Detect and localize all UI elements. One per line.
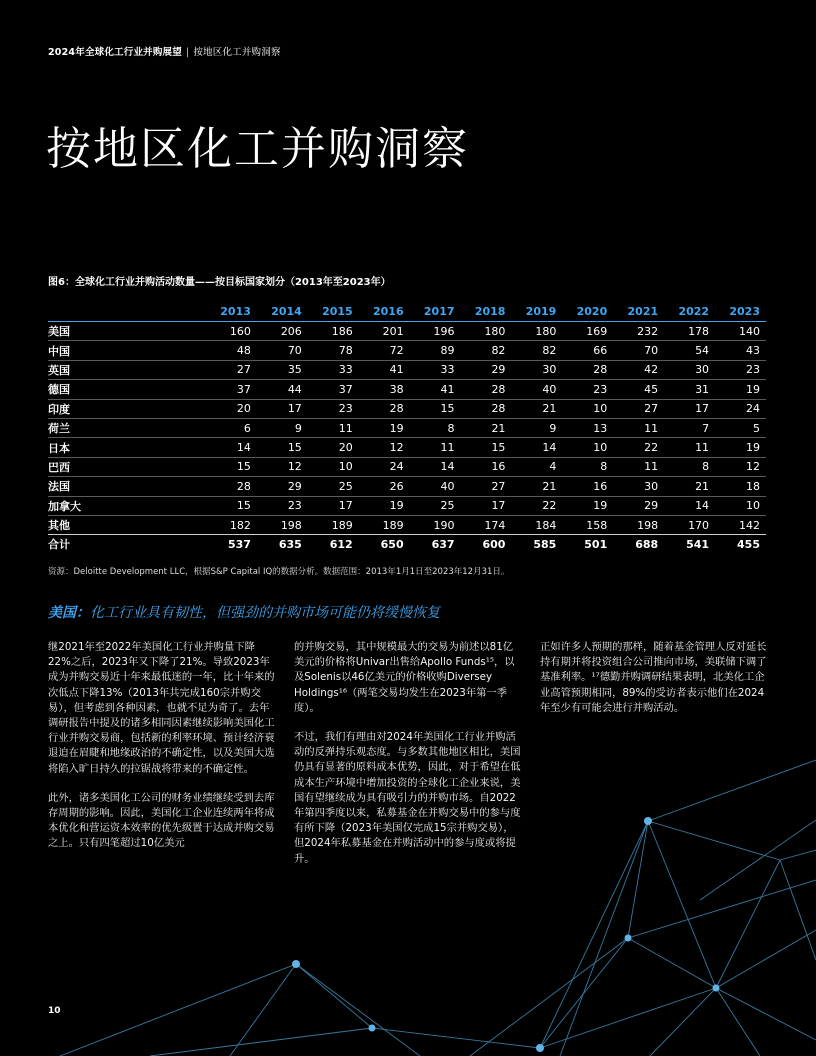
table-cell: 18 [715, 477, 766, 496]
report-title: 2024年全球化工行业并购展望 [48, 47, 182, 58]
table-cell: 28 [461, 399, 512, 418]
table-cell: 600 [482, 537, 506, 551]
table-cell: 70 [257, 341, 308, 360]
table-row [48, 515, 766, 534]
table-cell: 11 [613, 418, 664, 437]
table-cell: 14 [511, 438, 562, 457]
table-cell: 20 [308, 438, 359, 457]
table-cell: 25 [308, 477, 359, 496]
year-header: 2020 [562, 303, 613, 322]
country-label: 荷兰 [48, 418, 206, 437]
body-column-1 [48, 640, 276, 866]
table-cell: 7 [664, 418, 715, 437]
table-cell: 23 [257, 496, 308, 515]
table-cell: 31 [664, 380, 715, 399]
table-cell: 22 [613, 438, 664, 457]
table-cell: 170 [664, 515, 715, 534]
body-column-2 [294, 640, 522, 881]
table-row [48, 322, 766, 341]
country-label: 印度 [48, 399, 206, 418]
paragraph: 正如许多人预期的那样，随着基金管理人反对延长持有期并将投资组合公司推向市场，美联储下调了基准利率。¹⁷德勤并购调研结果表明，北美化工企业高管预期相同，89%的受访者表示他们在2024年至少有可能会进行并购活动。 [540, 641, 767, 714]
table-cell: 30 [613, 477, 664, 496]
table-cell: 184 [511, 515, 562, 534]
table-cell: 688 [635, 537, 659, 551]
table-cell: 82 [461, 341, 512, 360]
table-cell: 33 [308, 360, 359, 379]
table-cell: 82 [511, 341, 562, 360]
year-header: 2017 [410, 303, 461, 322]
table-cell: 23 [562, 380, 613, 399]
table-cell: 28 [359, 399, 410, 418]
table-cell: 37 [308, 380, 359, 399]
table-cell: 178 [664, 322, 715, 341]
table-cell: 28 [461, 380, 512, 399]
table-cell: 186 [308, 322, 359, 341]
table-cell: 10 [308, 457, 359, 476]
table-cell: 17 [308, 496, 359, 515]
table-cell: 28 [206, 477, 257, 496]
table-row [48, 438, 766, 457]
table-cell: 190 [410, 515, 461, 534]
table-cell: 48 [206, 341, 257, 360]
table-cell: 637 [431, 537, 455, 551]
table-cell: 21 [461, 418, 512, 437]
table-cell: 28 [562, 360, 613, 379]
table-cell: 140 [715, 322, 766, 341]
figure-title: 图6：全球化工行业并购活动数量——按目标国家划分（2013年至2023年） [48, 277, 391, 288]
section-subheading [48, 602, 440, 622]
table-row [48, 496, 766, 515]
table-cell: 41 [410, 380, 461, 399]
table-row [48, 399, 766, 418]
table-cell: 182 [206, 515, 257, 534]
table-cell: 19 [715, 438, 766, 457]
country-label: 英国 [48, 360, 206, 379]
table-cell: 17 [257, 399, 308, 418]
table-cell: 158 [562, 515, 613, 534]
table-cell: 189 [359, 515, 410, 534]
year-header: 2014 [257, 303, 308, 322]
country-label: 其他 [48, 515, 206, 534]
table-cell: 78 [308, 341, 359, 360]
table-cell: 14 [410, 457, 461, 476]
subheading-text: 化工行业具有韧性，但强劲的并购市场可能仍将缓慢恢复 [90, 605, 440, 621]
table-body [48, 322, 766, 554]
table-cell: 15 [461, 438, 512, 457]
table-cell: 15 [410, 399, 461, 418]
source-note: 资源：Deloitte Development LLC，根据S&P Capital IQ的数据分析。数据范围：2013年1月1日至2023年12月31日。 [48, 567, 510, 577]
table-cell: 29 [461, 360, 512, 379]
table-cell: 198 [257, 515, 308, 534]
page-number: 10 [48, 1006, 61, 1016]
table-cell: 189 [308, 515, 359, 534]
header-separator: | [185, 47, 190, 58]
table-cell: 174 [461, 515, 512, 534]
table-cell: 612 [329, 537, 353, 551]
table-cell: 537 [227, 537, 251, 551]
header-section: 按地区化工并购洞察 [193, 47, 281, 58]
table-cell: 21 [511, 399, 562, 418]
table-cell: 38 [359, 380, 410, 399]
table-cell: 42 [613, 360, 664, 379]
year-header: 2013 [206, 303, 257, 322]
table-cell: 180 [511, 322, 562, 341]
page-title: 按地区化工并购洞察 [46, 122, 470, 175]
subheading-region: 美国： [48, 605, 90, 621]
table-cell: 35 [257, 360, 308, 379]
country-label: 美国 [48, 322, 206, 341]
table-cell: 27 [461, 477, 512, 496]
table-cell: 20 [206, 399, 257, 418]
year-header: 2016 [359, 303, 410, 322]
running-header [48, 44, 281, 58]
table-cell: 16 [461, 457, 512, 476]
table-cell: 201 [359, 322, 410, 341]
table-cell: 16 [562, 477, 613, 496]
table-cell: 40 [511, 380, 562, 399]
table-cell: 501 [584, 537, 608, 551]
body-column-3 [540, 640, 768, 730]
table-cell: 24 [359, 457, 410, 476]
table-cell: 44 [257, 380, 308, 399]
table-cell: 29 [613, 496, 664, 515]
table-cell: 33 [410, 360, 461, 379]
table-cell: 142 [715, 515, 766, 534]
country-label: 合计 [48, 538, 70, 552]
table-total-row [48, 535, 766, 554]
table-cell: 17 [461, 496, 512, 515]
table-cell: 37 [206, 380, 257, 399]
table-cell: 14 [206, 438, 257, 457]
table-cell: 635 [278, 537, 302, 551]
table-cell: 4 [511, 457, 562, 476]
table-cell: 45 [613, 380, 664, 399]
country-label: 中国 [48, 341, 206, 360]
table-header-row [48, 303, 766, 322]
table-cell: 198 [613, 515, 664, 534]
table-cell: 455 [737, 537, 760, 551]
table-cell: 180 [461, 322, 512, 341]
table-cell: 43 [715, 341, 766, 360]
table-cell: 41 [359, 360, 410, 379]
table-cell: 26 [359, 477, 410, 496]
country-label: 德国 [48, 380, 206, 399]
year-header: 2023 [715, 303, 766, 322]
table-cell: 8 [410, 418, 461, 437]
country-label: 法国 [48, 477, 206, 496]
table-cell: 650 [380, 537, 404, 551]
table-cell: 23 [308, 399, 359, 418]
country-label: 巴西 [48, 457, 206, 476]
table-cell: 206 [257, 322, 308, 341]
table-cell: 24 [715, 399, 766, 418]
table-cell: 72 [359, 341, 410, 360]
table-cell: 196 [410, 322, 461, 341]
table-cell: 8 [562, 457, 613, 476]
table-cell: 23 [715, 360, 766, 379]
paragraph: 继2021年至2022年美国化工行业并购量下降22%之后，2023年又下降了21%。导致2023年成为并购交易近十年来最低迷的一年，比十年来的次低点下降13%（2013年共完成160宗并购交易），但考虑到各种因素，也就不足为奇了。去年调研报告中提及的诸多相同因素继续影响美国化工行业并购交易商，包括新的利率环境、预计经济衰退迫在眉睫和地缘政治的不确定性，以及美国大选将陷入旷日持久的拉锯战将带来的不确定性。 [48, 641, 275, 775]
table-row [48, 418, 766, 437]
table-row [48, 380, 766, 399]
table-cell: 541 [686, 537, 710, 551]
table-cell: 5 [715, 418, 766, 437]
country-label: 加拿大 [48, 496, 206, 515]
table-cell: 11 [410, 438, 461, 457]
table-cell: 19 [359, 418, 410, 437]
table-cell: 19 [359, 496, 410, 515]
table-cell: 27 [613, 399, 664, 418]
table-cell: 21 [511, 477, 562, 496]
table-cell: 10 [562, 399, 613, 418]
table-cell: 66 [562, 341, 613, 360]
table-cell: 89 [410, 341, 461, 360]
paragraph: 不过，我们有理由对2024年美国化工行业并购活动的反弹持乐观态度。与多数其他地区相比，美国仍具有显著的原料成本优势，因此，对于希望在低成本生产环境中增加投资的全球化工企业来说，美国有望继续成为具有吸引力的并购市场。自2022年第四季度以来，私募基金在并购交易中的参与度有所下降（2023年美国仅完成15宗并购交易），但2024年私募基金在并购活动中的参与度或将提升。 [294, 731, 521, 865]
table-cell: 11 [308, 418, 359, 437]
table-cell: 10 [562, 438, 613, 457]
table-cell: 14 [664, 496, 715, 515]
year-header: 2022 [664, 303, 715, 322]
table-cell: 169 [562, 322, 613, 341]
table-cell: 8 [664, 457, 715, 476]
table-cell: 9 [257, 418, 308, 437]
country-label: 日本 [48, 438, 206, 457]
table-cell: 12 [257, 457, 308, 476]
table-header-blank [48, 303, 206, 322]
table-cell: 30 [511, 360, 562, 379]
table-cell: 40 [410, 477, 461, 496]
table-cell: 160 [206, 322, 257, 341]
table-row [48, 360, 766, 379]
table-cell: 232 [613, 322, 664, 341]
table-cell: 29 [257, 477, 308, 496]
paragraph: 此外，诸多美国化工公司的财务业绩继续受到去库存周期的影响。因此，美国化工企业连续两年将成本优化和营运资本效率的优先级置于达成并购交易之上。只有四笔超过10亿美元 [48, 791, 275, 850]
table-cell: 15 [257, 438, 308, 457]
table-cell: 70 [613, 341, 664, 360]
table-cell: 585 [533, 537, 557, 551]
table-cell: 21 [664, 477, 715, 496]
table-cell: 12 [715, 457, 766, 476]
table-cell: 10 [715, 496, 766, 515]
year-header: 2015 [308, 303, 359, 322]
paragraph: 的并购交易，其中规模最大的交易为前述以81亿美元的价格将Univar出售给Apollo Funds¹⁵，以及Solenis以46亿美元的价格收购Diversey Holdings¹⁶（两笔交易均发生在2023年第一季度）。 [294, 641, 515, 714]
table-cell: 22 [511, 496, 562, 515]
table-cell: 12 [359, 438, 410, 457]
table-cell: 54 [664, 341, 715, 360]
data-table [48, 303, 766, 554]
table-row [48, 341, 766, 360]
table-cell: 15 [206, 496, 257, 515]
table-cell: 25 [410, 496, 461, 515]
year-header: 2021 [613, 303, 664, 322]
table-row [48, 477, 766, 496]
table-cell: 27 [206, 360, 257, 379]
table-row [48, 457, 766, 476]
table-cell: 19 [715, 380, 766, 399]
table-cell: 9 [511, 418, 562, 437]
table-cell: 17 [664, 399, 715, 418]
table-cell: 11 [664, 438, 715, 457]
table-cell: 6 [206, 418, 257, 437]
table-cell: 19 [562, 496, 613, 515]
table-cell: 11 [613, 457, 664, 476]
table-cell: 15 [206, 457, 257, 476]
year-header: 2019 [511, 303, 562, 322]
table-cell: 30 [664, 360, 715, 379]
year-header: 2018 [461, 303, 512, 322]
table-cell: 13 [562, 418, 613, 437]
